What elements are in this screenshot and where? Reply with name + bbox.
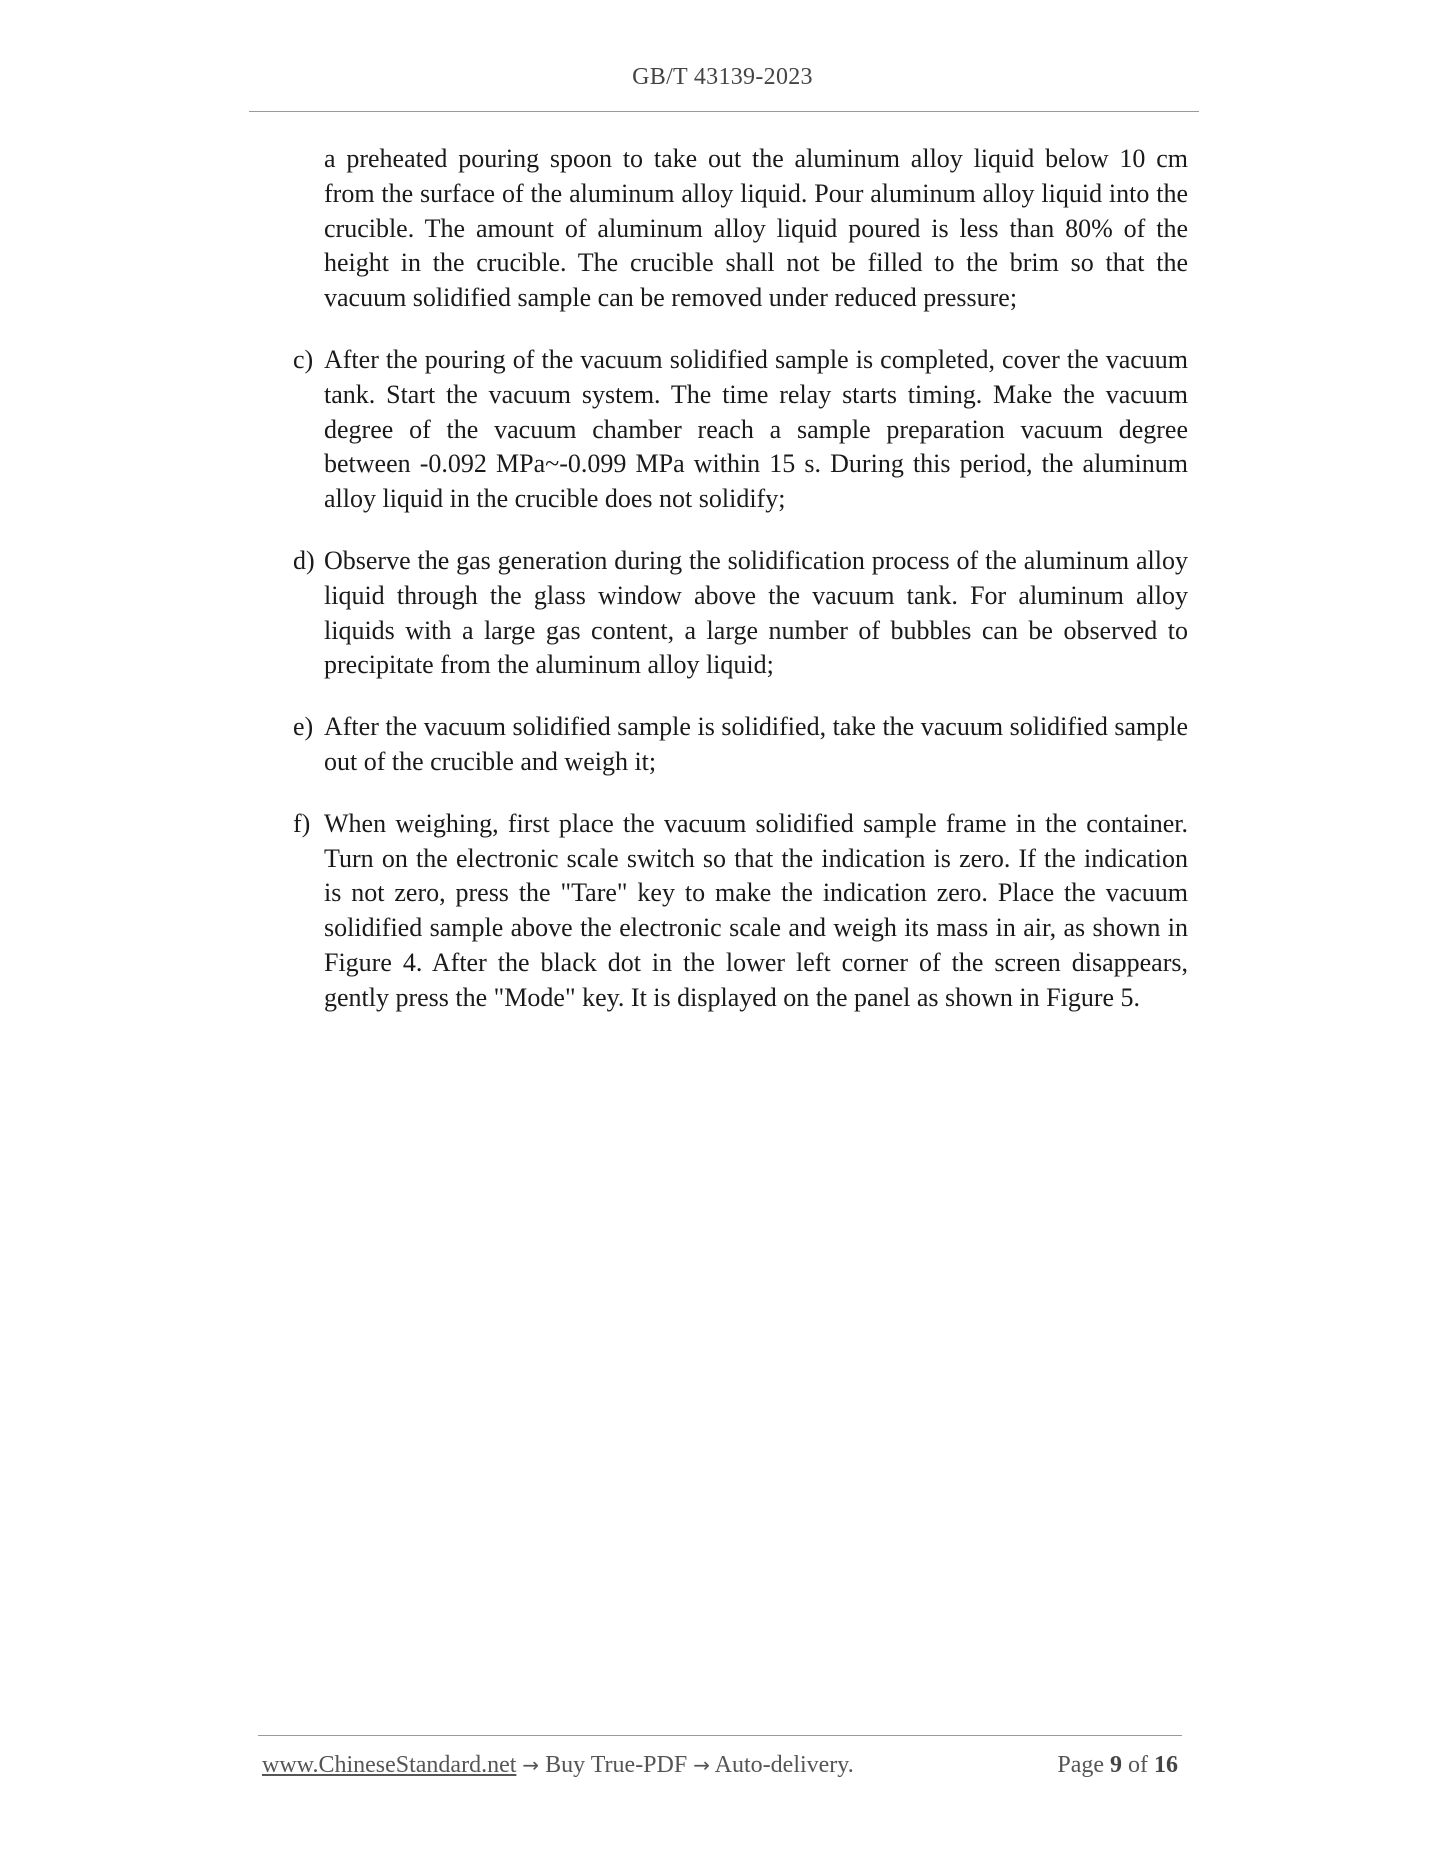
- list-marker: c): [293, 344, 314, 374]
- list-marker: e): [293, 712, 314, 742]
- document-body: [293, 142, 1188, 1043]
- buy-true-pdf-text: Buy True-PDF: [545, 1752, 688, 1778]
- list-item-c: [293, 343, 1188, 517]
- list-item-f: [293, 807, 1188, 1016]
- paragraph-b-continuation: [293, 142, 1188, 316]
- paragraph-text: When weighing, first place the vacuum solidified sample frame in the container. Turn on the electronic scale switch so that the indication is zero. If the indication is not zero, press the "Tare" key to make the indication zero. Place the vacuum solidified sample above the electronic scale and weigh its mass in air, as shown in Figure 4. After the black dot in the lower left corner of the screen disappears, gently press the "Mode" key. It is displayed on the panel as shown in Figure 5.: [324, 808, 1188, 1012]
- page-number: [1057, 1752, 1178, 1779]
- header-divider: [249, 111, 1199, 112]
- paragraph-text: Observe the gas generation during the solidification process of the aluminum alloy liquid through the glass window above the vacuum tank. For aluminum alloy liquids with a large gas content, a large number of bubbles can be observed to precipitate from the aluminum alloy liquid;: [324, 545, 1188, 680]
- paragraph-text: After the vacuum solidified sample is solidified, take the vacuum solidified sample out of the crucible and weigh it;: [324, 712, 1188, 776]
- footer-promo: [262, 1752, 854, 1779]
- arrow-right-icon: →: [693, 1753, 710, 1777]
- site-link[interactable]: www.ChineseStandard.net: [262, 1752, 517, 1778]
- paragraph-text: a preheated pouring spoon to take out the aluminum alloy liquid below 10 cm from the surface of the aluminum alloy liquid. Pour aluminum alloy liquid into the crucible. The amount of aluminum alloy liquid poured is less than 80% of the height in the crucible. The crucible shall not be filled to the brim so that the vacuum solidified sample can be removed under reduced pressure;: [324, 144, 1188, 313]
- page-label: Page: [1057, 1752, 1104, 1778]
- list-marker: f): [293, 808, 311, 838]
- list-item-d: [293, 544, 1188, 683]
- paragraph-text: After the pouring of the vacuum solidified sample is completed, cover the vacuum tank. Start the vacuum system. The time relay starts timing. Make the vacuum degree of the vacuum chamber reach a sample preparation vacuum degree between -0.092 MPa~-0.099 MPa within 15 s. During this period, the aluminum alloy liquid in the crucible does not solidify;: [324, 344, 1188, 514]
- list-marker: d): [293, 545, 315, 575]
- page-of-label: of: [1128, 1752, 1148, 1778]
- arrow-right-icon: →: [522, 1753, 540, 1777]
- list-item-e: [293, 710, 1188, 780]
- auto-delivery-text: Auto-delivery.: [714, 1752, 854, 1778]
- page-total: 16: [1154, 1752, 1178, 1778]
- footer-divider: [258, 1735, 1182, 1736]
- page-current: 9: [1110, 1752, 1122, 1778]
- document-header-title: GB/T 43139-2023: [632, 64, 813, 90]
